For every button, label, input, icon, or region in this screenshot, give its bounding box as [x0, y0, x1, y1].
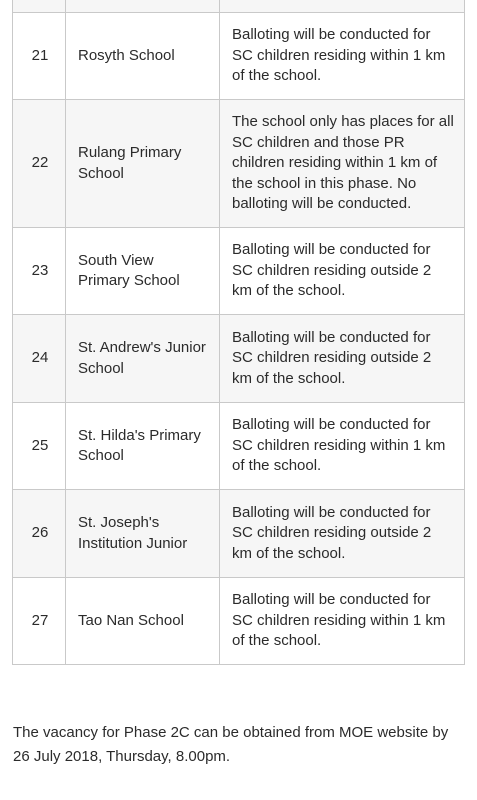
- school-name: Rulang Primary School: [66, 100, 220, 228]
- school-name: Tao Nan School: [66, 578, 220, 665]
- row-number: 26: [13, 490, 66, 578]
- school-name: St. Andrew's Junior School: [66, 315, 220, 403]
- school-name: St. Hilda's Primary School: [66, 403, 220, 490]
- balloting-table: [12, 0, 465, 665]
- row-number: 22: [13, 100, 66, 228]
- ballot-remark: Balloting will be conducted for SC children residing within 1 km of the school.: [220, 13, 465, 100]
- ballot-remark: Balloting will be conducted for SC children residing within 1 km of the school.: [220, 578, 465, 665]
- ballot-remark: Balloting will be conducted for SC children residing outside 2 km of the school.: [220, 315, 465, 403]
- row-number: [13, 0, 66, 13]
- row-number: 27: [13, 578, 66, 665]
- row-number: 24: [13, 315, 66, 403]
- ballot-remark: Balloting will be conducted for SC children residing outside 2 km of the school.: [220, 490, 465, 578]
- table-row: [13, 490, 465, 578]
- table-row: [13, 0, 465, 13]
- ballot-remark: The school only has places for all SC children and those PR children residing within 1 km of the school in this phase. No balloting will be conducted.: [220, 100, 465, 228]
- ballot-remark: Balloting will be conducted for SC children residing outside 2 km of the school.: [220, 228, 465, 315]
- school-name: Rosyth School: [66, 13, 220, 100]
- ballot-remark: Balloting will be conducted for SC children residing within 1 km of the school.: [220, 403, 465, 490]
- phase-2c-vacancy-note: The vacancy for Phase 2C can be obtained from MOE website by 26 July 2018, Thursday, 8.00pm.: [13, 724, 449, 765]
- table-row: [13, 13, 465, 100]
- table-row: [13, 315, 465, 403]
- row-number: 25: [13, 403, 66, 490]
- table-row: [13, 403, 465, 490]
- row-number: 21: [13, 13, 66, 100]
- ballot-remark: [220, 0, 465, 13]
- row-number: 23: [13, 228, 66, 315]
- table-row: [13, 578, 465, 665]
- table-row: [13, 100, 465, 228]
- table-row: [13, 228, 465, 315]
- school-name: [66, 0, 220, 13]
- school-name: St. Joseph's Institution Junior: [66, 490, 220, 578]
- school-name: South View Primary School: [66, 228, 220, 315]
